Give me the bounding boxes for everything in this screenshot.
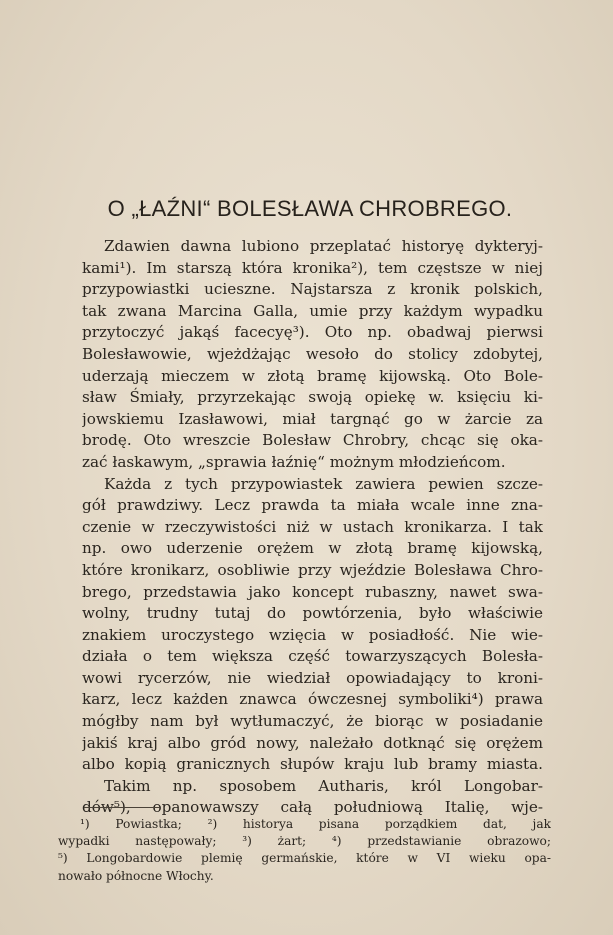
text-line: które kronikarz, osobliwie przy wjeździe Bolesława Chro- — [82, 560, 543, 579]
text-line: np. owo uderzenie orężem w złotą bramę kijowską, — [82, 539, 543, 558]
body-text — [82, 236, 543, 819]
text-line: wolny, trudny tutaj do powtórzenia, było właściwie — [82, 604, 543, 623]
text-line: kami¹). Im starszą która kronika²), tem częstsze w niej — [82, 258, 543, 277]
text-line: przytoczyć jakąś facecyę³). Oto np. obadwaj pierwsi — [82, 323, 543, 342]
text-line: sław Śmiały, przyrzekając swoją opiekę w. księciu ki- — [82, 388, 543, 407]
text-line: Takim np. sposobem Autharis, król Longobar- — [104, 776, 543, 795]
text-line: działa o tem większa część towarzyszących Bolesła- — [82, 647, 543, 666]
text-line: wowi rycerzów, nie wiedział opowiadający to kroni- — [82, 668, 543, 687]
chapter-title: O „ŁAŹNI“ BOLESŁAWA CHROBREGO. — [107, 196, 513, 221]
text-line: jowskiemu Izasławowi, miał targnąć go w żarcie za — [82, 409, 543, 428]
text-line: mógłby nam był wytłumaczyć, że biorąc w posiadanie — [82, 712, 543, 731]
text-line: albo kopią granicznych słupów kraju lub bramy miasta. — [82, 755, 543, 774]
text-line: Bolesławowie, wjeżdżając wesoło do stolicy zdobytej, — [82, 344, 543, 363]
text-line: Zdawien dawna lubiono przeplatać historyę dykteryj- — [104, 237, 543, 255]
text-line: uderzają mieczem w złotą bramę kijowską. Oto Bole- — [82, 366, 543, 385]
text-line: dów⁵), opanowawszy całą południową Italię, wje- — [82, 798, 543, 817]
text-line: gół prawdziwy. Lecz prawda ta miała wcale inne zna- — [82, 496, 543, 515]
text-line: Każda z tych przypowiastek zawiera pewien szcze- — [104, 474, 543, 493]
text-line: przypowiastki ucieszne. Najstarsza z kronik polskich, — [82, 280, 543, 299]
footnote-line: wypadki następowały; ³) żart; ⁴) przedstawianie obrazowo; — [58, 834, 551, 849]
text-line: brodę. Oto wreszcie Bolesław Chrobry, chcąc się oka- — [82, 431, 543, 450]
footnote-rule — [84, 807, 160, 808]
text-line: zać łaskawym, „sprawia łaźnię“ możnym młodzieńcom. — [82, 452, 506, 471]
footnotes — [58, 816, 551, 885]
footnote-line: ¹) Powiastka; ²) historya pisana porządkiem dat, jak — [80, 817, 551, 831]
text-line: tak zwana Marcina Galla, umie przy każdym wypadku — [82, 301, 543, 320]
footnote-line: ⁵) Longobardowie plemię germańskie, które w VI wieku opa- — [58, 851, 551, 866]
footnote-line: nowało północne Włochy. — [58, 868, 214, 883]
text-line: brego, przedstawia jako koncept rubaszny, nawet swa- — [82, 582, 543, 601]
text-line: jakiś kraj albo gród nowy, należało dotknąć się orężem — [82, 733, 543, 752]
text-line: znakiem uroczystego wzięcia w posiadłość. Nie wie- — [82, 625, 543, 644]
text-line: karz, lecz każden znawca ówczesnej symboliki⁴) prawa — [82, 690, 543, 709]
text-line: czenie w rzeczywistości niż w ustach kronikarza. I tak — [82, 517, 543, 536]
